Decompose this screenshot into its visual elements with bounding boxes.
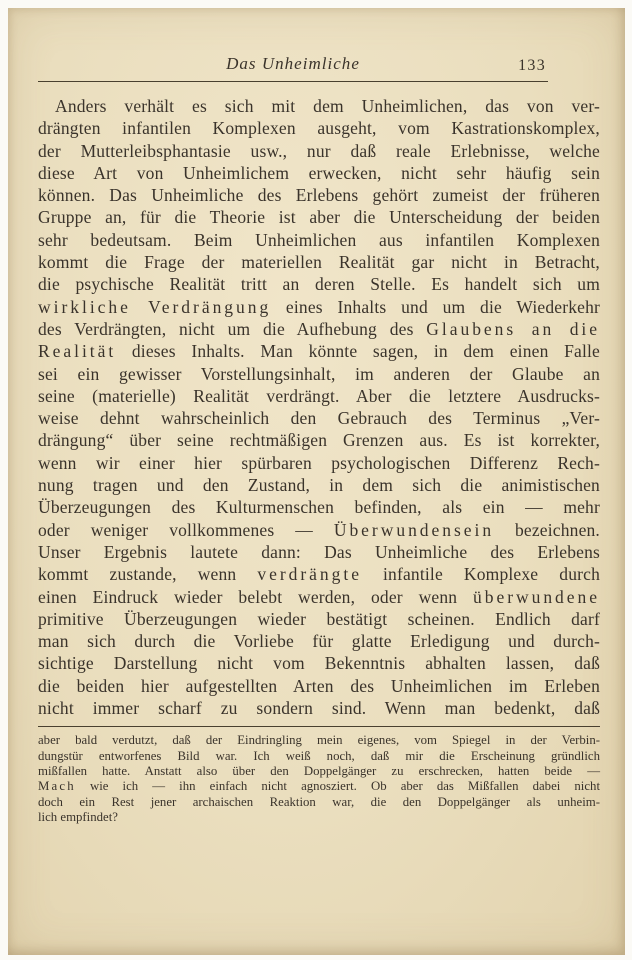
body-text-line: des Verdrängten, nicht um die Aufhebung des Glaubens an die [38,318,600,339]
body-text-line: seine (materielle) Realität verdrängt. Aber die letztere Ausdrucks- [38,385,600,406]
body-text-line: können. Das Unheimliche des Erlebens gehört zumeist der früheren [38,185,600,206]
running-title: Das Unheimliche [226,54,360,73]
body-text-line: kommt die Frage der materiellen Realität gar nicht in Betracht, [38,252,600,273]
body-text-line: Anders verhält es sich mit dem Unheimlichen, das von ver- [55,96,600,116]
body-text-line: wirkliche Verdrängung eines Inhalts und um die Wiederkehr [38,296,600,317]
page-number: 133 [518,57,546,74]
body-text-line: wenn wir einer hier spürbaren psychologischen Differenz Rech- [38,452,600,473]
body-text-line: weise dehnt wahrscheinlich den Gebrauch des Terminus „Ver- [38,408,600,429]
body-text [38,95,600,719]
body-text-line: Realität dieses Inhalts. Man könnte sagen, in dem einen Falle [38,341,600,362]
body-text-line: kommt zustande, wenn verdrängte infantile Komplexe durch [38,564,600,585]
body-text-line: die psychische Realität tritt an deren Stelle. Es handelt sich um [38,274,600,295]
body-text-line: oder weniger vollkommenes — Überwundensein bezeichnen. [38,519,600,540]
footnote-line: lich empfindet? [38,809,118,824]
body-text-line: primitive Überzeugungen wieder bestätigt scheinen. Endlich darf [38,608,600,629]
footnote-line: mißfallen hatte. Anstatt also über den Doppelgänger zu erschrecken, hatten beide — [38,763,600,778]
body-text-line: einen Eindruck wieder belebt werden, oder wenn überwundene [38,586,600,607]
body-text-line: der Mutterleibsphantasie usw., nur daß reale Erlebnisse, welche [38,140,600,161]
body-text-line: drängten infantilen Komplexen ausgeht, vom Kastrationskomplex, [38,118,600,139]
body-text-line: die beiden hier aufgestellten Arten des Unheimlichen im Erleben [38,675,600,696]
body-text-line: sichtige Darstellung nicht vom Bekenntnis abhalten lassen, daß [38,653,600,674]
footnote-line: Mach wie ich — ihn einfach nicht agnosziert. Ob aber das Mißfallen dabei nicht [38,779,600,794]
body-text-line: Überzeugungen des Kulturmenschen befinden, als ein — mehr [38,497,600,518]
body-text-line: sei ein gewisser Vorstellungsinhalt, im anderen der Glaube an [38,363,600,384]
body-text-line: sehr bedeutsam. Beim Unheimlichen aus infantilen Komplexen [38,229,600,250]
footnote-line: doch ein Rest jener archaischen Reaktion war, die den Doppelgänger als unheim- [38,794,600,809]
footnote-line: aber bald verdutzt, daß der Eindringling mein eigenes, vom Spiegel in der Verbin- [38,733,600,748]
book-page [8,8,625,955]
body-text-line: Gruppe an, für die Theorie ist aber die Unterscheidung der beiden [38,207,600,228]
body-text-line: nicht immer scharf zu sondern sind. Wenn man bedenkt, daß [38,698,600,719]
footnote-line: dungstür entworfenes Bild war. Ich weiß noch, daß mir die Erscheinung gründlich [38,748,600,763]
body-text-line: Unser Ergebnis lautete dann: Das Unheimliche des Erlebens [38,541,600,562]
body-text-line: drängung“ über seine rechtmäßigen Grenzen aus. Es ist korrekter, [38,430,600,451]
footnote [38,726,600,825]
body-text-line: nung tragen und den Zustand, in dem sich die animistischen [38,475,600,496]
body-text-line: man sich durch die Vorliebe für glatte Erledigung und durch- [38,631,600,652]
running-header [38,54,548,82]
body-text-line: diese Art von Unheimlichem erwecken, nicht sehr häufig sein [38,162,600,183]
